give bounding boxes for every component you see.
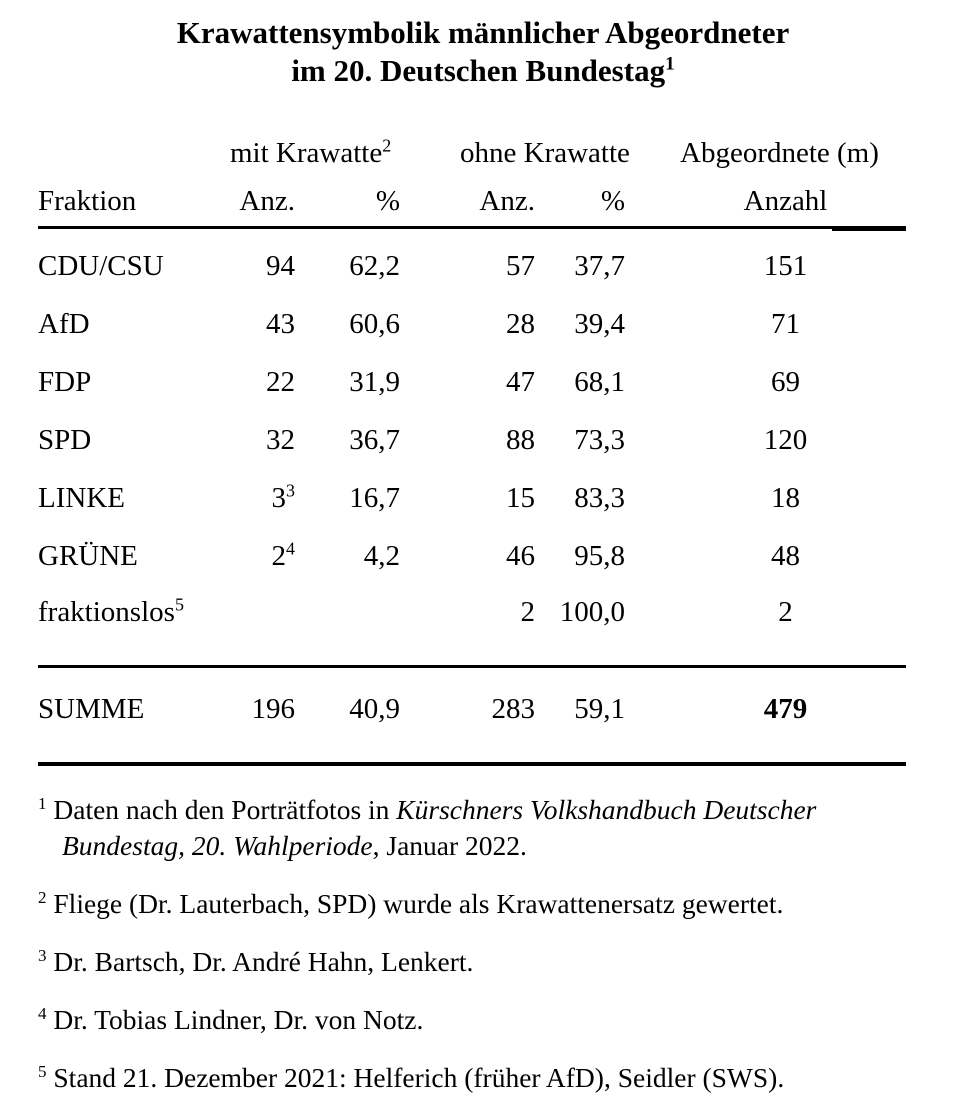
column-header-pct-ohne: % (600, 185, 625, 217)
footnote-marker: 2 (38, 887, 47, 907)
cell-ohne-anz: 46 (506, 539, 535, 572)
cell-fraktion: fraktionslos$^5$ (38, 593, 184, 628)
cell-ohne-anz: 28 (506, 307, 535, 340)
cell-ohne-anz: 88 (506, 423, 535, 456)
group-header-footnote-marker: 2 (382, 135, 392, 156)
cell-mit-pct: 60,6 (349, 307, 400, 340)
cell-fraktion: GRÜNE (38, 539, 138, 572)
cell-anzahl: 18 (771, 481, 800, 514)
cell-mit-anz: $3^3$ (271, 479, 295, 514)
cell-mit-pct: 4,2 (363, 539, 400, 572)
title-footnote-marker: 1 (665, 53, 675, 75)
table-row-gruene (38, 527, 906, 585)
cell-ohne-pct: 73,3 (574, 423, 625, 456)
cell-ohne-anz: 2 (520, 595, 535, 628)
table-row-fraktionslos (38, 585, 906, 639)
header-underline-extension (832, 227, 906, 231)
column-header-fraktion: Fraktion (38, 185, 137, 217)
footnote-marker: 4 (38, 1003, 47, 1023)
cell-mit-pct: 16,7 (349, 481, 400, 514)
cell-ohne-pct: 37,7 (574, 249, 625, 282)
footnote-3: $^3$ Dr. Bartsch, Dr. André Hahn, Lenkert. (38, 945, 474, 977)
table-row-afd (38, 295, 906, 353)
footnote-marker: 5 (38, 1061, 47, 1081)
cell-ohne-pct: 68,1 (574, 365, 625, 398)
cell-mit-anz: 32 (266, 423, 295, 456)
table-row-spd (38, 411, 906, 469)
cell-ohne-anz: 47 (506, 365, 535, 398)
cell-ohne-pct: 100,0 (559, 595, 625, 628)
footnotes-section (38, 792, 918, 1096)
table-row-fdp (38, 353, 906, 411)
cell-fraktion: CDU/CSU (38, 249, 164, 282)
title-line-2: im 20. Deutschen Bundestag$^1$ (291, 53, 675, 88)
page-title (0, 0, 966, 90)
cell-anzahl: 120 (763, 423, 808, 456)
cell-summe-ohne-anz: 283 (491, 692, 535, 725)
title-line-1: Krawattensymbolik männlicher Abgeordneter (176, 15, 790, 50)
cell-summe-label: SUMME (38, 692, 145, 725)
column-header-anz-mit: Anz. (239, 185, 295, 217)
cell-summe-mit-anz: 196 (251, 692, 295, 725)
cell-fraktion: AfD (38, 307, 90, 340)
column-header-anzahl: Anzahl (743, 185, 828, 217)
cell-mit-anz: $2^4$ (271, 537, 295, 572)
table-group-header (38, 136, 906, 170)
column-header-anz-ohne: Anz. (479, 185, 535, 217)
cell-ohne-pct: 39,4 (574, 307, 625, 340)
cell-anzahl: 71 (771, 307, 800, 340)
column-header-pct-mit: % (375, 185, 400, 217)
cell-ohne-anz: 15 (506, 481, 535, 514)
footnote-marker: 1 (38, 793, 47, 813)
cell-mit-pct: 62,2 (349, 249, 400, 282)
cell-anzahl: 151 (763, 249, 808, 282)
cell-summe-mit-pct: 40,9 (349, 692, 400, 725)
cell-summe-ohne-pct: 59,1 (574, 692, 625, 725)
group-header-ohne-krawatte: ohne Krawatte (460, 137, 630, 169)
cell-anzahl: 48 (771, 539, 800, 572)
footnote-marker: 3 (38, 945, 47, 965)
cell-mit-anz: 43 (266, 307, 295, 340)
cell-anzahl: 2 (778, 595, 793, 628)
table-column-header-row (38, 184, 906, 229)
cell-mit-pct: 31,9 (349, 365, 400, 398)
table-row-cdu-csu (38, 237, 906, 295)
footnote-2: $^2$ Fliege (Dr. Lauterbach, SPD) wurde als Krawattenersatz gewertet. (38, 887, 784, 919)
cell-mit-pct: 36,7 (349, 423, 400, 456)
table-row-summe (38, 680, 906, 738)
footnote-1: $^1$ Daten nach den Porträtfotos in Kürschners Volkshandbuch Deutscher Bundestag, 20. Wahlperiode, Januar 2022. (38, 793, 817, 861)
group-header-mit-krawatte: mit Krawatte$^2$ (230, 135, 392, 169)
cell-fraktion: FDP (38, 365, 92, 398)
table-body (38, 237, 906, 639)
cell-mit-anz: 94 (266, 249, 295, 282)
table-divider-rule (38, 665, 906, 668)
footnote-5: $^5$ Stand 21. Dezember 2021: Helferich (früher AfD), Seidler (SWS). (38, 1061, 785, 1093)
table-row-linke (38, 469, 906, 527)
cell-ohne-anz: 57 (506, 249, 535, 282)
cell-mit-anz: 22 (266, 365, 295, 398)
tie-statistics-table (38, 136, 906, 766)
cell-ohne-pct: 95,8 (574, 539, 625, 572)
table-bottom-rule (38, 762, 906, 766)
footnote-4: $^4$ Dr. Tobias Lindner, Dr. von Notz. (38, 1003, 424, 1035)
cell-fraktion: LINKE (38, 481, 125, 514)
cell-anzahl: 69 (771, 365, 800, 398)
cell-summe-anzahl: 479 (763, 692, 808, 725)
cell-fraktion: SPD (38, 423, 92, 456)
cell-ohne-pct: 83,3 (574, 481, 625, 514)
group-header-abgeordnete: Abgeordnete (m) (680, 137, 879, 169)
